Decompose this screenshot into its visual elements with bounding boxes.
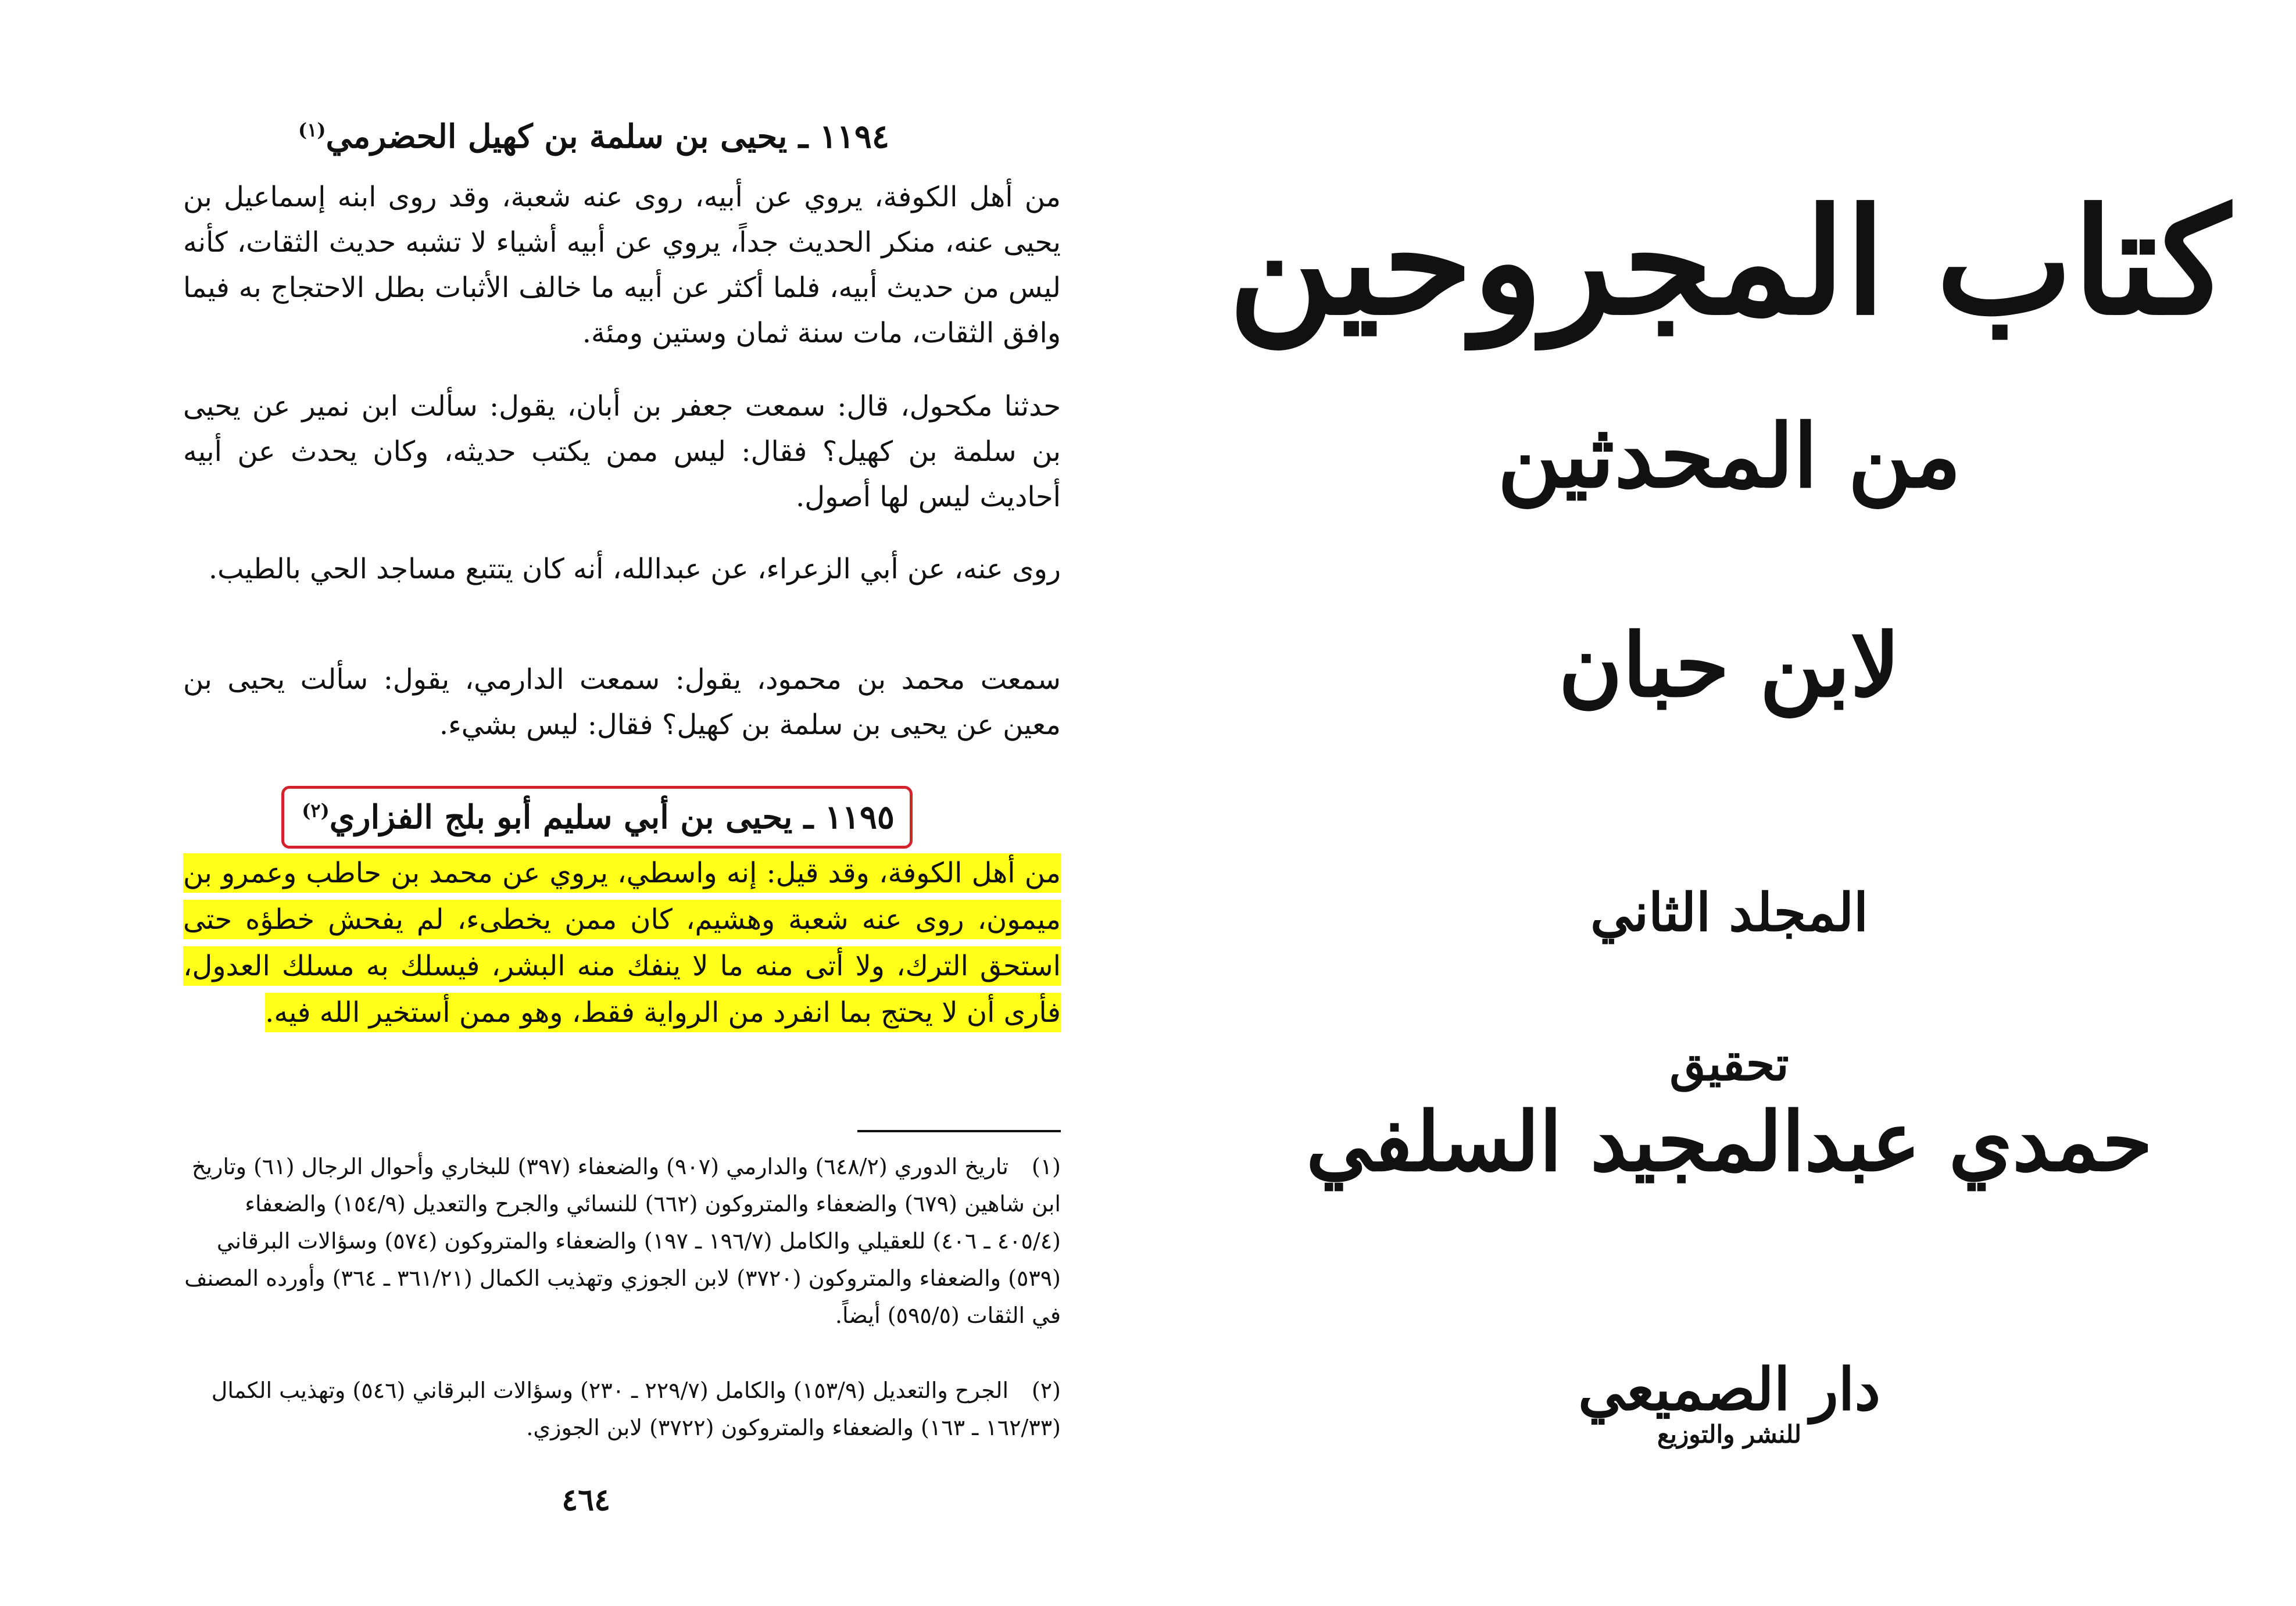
footnote-1-number: (١) [1031, 1154, 1061, 1179]
editor-label: تحقيق [1669, 1036, 1789, 1091]
footnote-1 [177, 1148, 1061, 1334]
book-title: كتاب المجروحين [1228, 176, 2230, 347]
entry-1194-title-text: ١١٩٤ ـ يحيى بن سلمة بن كهيل الحضرمي [326, 117, 889, 156]
footnote-divider [857, 1130, 1061, 1132]
footnote-2-text: الجرح والتعديل (١٥٣/٩) والكامل (٢٢٩/٧ ـ ٢٣٠) وسؤالات البرقاني (٥٤٦) وتهذيب الكمال (١٦٢/٣٣ ـ ١٦٣) والضعفاء والمتروكون (٣٧٢٢) لابن الجوزي. [211, 1378, 1061, 1440]
page-number: ٤٦٤ [562, 1482, 610, 1518]
entry-1194-paragraph-2: حدثنا مكحول، قال: سمعت جعفر بن أبان، يقول: سألت ابن نمير عن يحيى بن سلمة بن كهيل؟ فقال: ليس ممن يكتب حديثه، وكان يحدث عن أبيه أحاديث ليس لها أصول. [183, 390, 1061, 513]
entry-1194-title [298, 116, 889, 157]
editor-name: حمدي عبدالمجيد السلفي [1306, 1094, 2153, 1190]
book-author: لابن حبان [1558, 614, 1900, 717]
footnote-2-number: (٢) [1031, 1378, 1061, 1403]
footnote-marker-2: (٢) [302, 799, 330, 822]
entry-1194-paragraph-4: سمعت محمد بن محمود، يقول: سمعت الدارمي، يقول: سألت يحيى بن معين عن يحيى بن سلمة بن كهيل؟ فقال: ليس بشيء. [183, 663, 1061, 741]
highlighted-text: من أهل الكوفة، وقد قيل: إنه واسطي، يروي عن محمد بن حاطب وعمرو بن ميمون، روى عنه شعبة وهشيم، كان ممن يخطىء، لم يفحش خطؤه حتى استحق الترك، ولا أتى منه ما لا ينفك منه البشر، فيسلك به مسلك العدول، فأرى أن لا يحتج بما انفرد من الرواية فقط، وهو ممن أستخير الله فيه. [183, 853, 1061, 1032]
entry-1195-title-box [281, 786, 913, 849]
volume-label: المجلد الثاني [1590, 882, 1868, 943]
footnote-2 [177, 1372, 1061, 1446]
entry-1194-paragraph-3: روى عنه، عن أبي الزعراء، عن عبدالله، أنه كان يتتبع مساجد الحي بالطيب. [208, 553, 1061, 585]
footnote-marker-1: (١) [298, 119, 326, 141]
publisher-subtitle: للنشر والتوزيع [1657, 1420, 1802, 1448]
footnote-1-text: تاريخ الدوري (٦٤٨/٢) والدارمي (٩٠٧) والضعفاء (٣٩٧) للبخاري وأحوال الرجال (٦١) وتاريخ ابن شاهين (٦٧٩) والضعفاء والمتروكون (٦٦٢) للنسائي والجرح والتعديل (١٥٤/٩) والضعفاء (٤٠٥/٤ ـ ٤٠٦) للعقيلي والكامل (١٩٦/٧ ـ ١٩٧) والضعفاء والمتروكون (٥٧٤) وسؤالات البرقاني (٥٣٩) والضعفاء والمتروكون (٣٧٢٠) لابن الجوزي وتهذيب الكمال (٣٦١/٢١ ـ ٣٦٤) وأورده المصنف في الثقات (٥٩٥/٥) أيضاً. [184, 1154, 1061, 1328]
publisher-name: دار الصميعي [1578, 1355, 1880, 1423]
book-subtitle: من المحدثين [1497, 405, 1961, 507]
entry-1195-highlighted-paragraph [183, 850, 1061, 1036]
entry-1194-paragraph-1: من أهل الكوفة، يروي عن أبيه، روى عنه شعبة، وقد روى ابنه إسماعيل بن يحيى عنه، منكر الحديث جداً، يروي عن أبيه أشياء لا تشبه حديث الثقات، كأنه ليس من حديث أبيه، فلما أكثر عن أبيه ما خالف الأثبات بطل الاحتجاج به فيما وافق الثقات، مات سنة ثمان وستين ومئة. [183, 181, 1061, 349]
entry-1195-title-text: ١١٩٥ ـ يحيى بن أبي سليم أبو بلج الفزاري [329, 798, 895, 836]
title-page [1163, 0, 2296, 1606]
